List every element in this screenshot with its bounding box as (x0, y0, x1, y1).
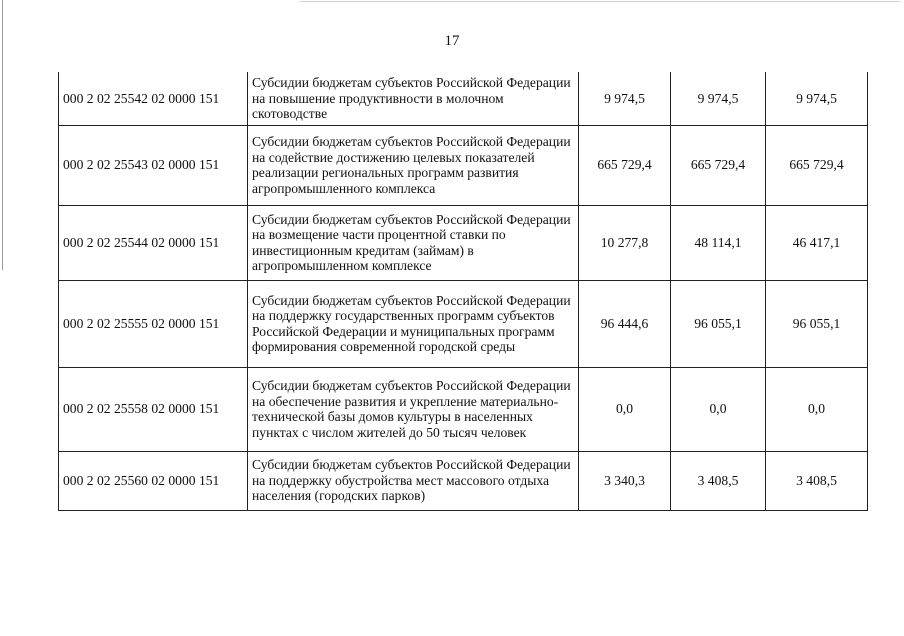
table-row (59, 367, 868, 451)
budget-code-cell: 000 2 02 25558 02 0000 151 (59, 367, 248, 451)
amount-cell-3: 9 974,5 (766, 72, 868, 125)
amount-cell-1: 96 444,6 (579, 280, 671, 367)
amount-cell-2: 0,0 (671, 367, 766, 451)
budget-code-cell: 000 2 02 25544 02 0000 151 (59, 205, 248, 280)
table-row (59, 451, 868, 510)
description-cell: Субсидии бюджетам субъектов Российской Федерации на возмещение части процентной ставки по инвестиционным кредитам (займам) в агропромышленном комплексе (248, 205, 579, 280)
budget-code-cell: 000 2 02 25555 02 0000 151 (59, 280, 248, 367)
table-row (59, 72, 868, 125)
budget-code-cell: 000 2 02 25543 02 0000 151 (59, 125, 248, 205)
amount-cell-2: 96 055,1 (671, 280, 766, 367)
page-scan-edge-top (300, 1, 900, 2)
table-row (59, 280, 868, 367)
amount-cell-2: 48 114,1 (671, 205, 766, 280)
table-row (59, 125, 868, 205)
amount-cell-1: 665 729,4 (579, 125, 671, 205)
amount-cell-1: 10 277,8 (579, 205, 671, 280)
amount-cell-1: 3 340,3 (579, 451, 671, 510)
description-cell: Субсидии бюджетам субъектов Российской Федерации на поддержку государственных программ субъектов Российской Федерации и муниципальных программ формирования современной городской среды (248, 280, 579, 367)
budget-code-cell: 000 2 02 25542 02 0000 151 (59, 72, 248, 125)
budget-table (58, 72, 868, 511)
description-cell: Субсидии бюджетам субъектов Российской Федерации на поддержку обустройства мест массового отдыха населения (городских парков) (248, 451, 579, 510)
amount-cell-1: 0,0 (579, 367, 671, 451)
amount-cell-3: 3 408,5 (766, 451, 868, 510)
amount-cell-2: 3 408,5 (671, 451, 766, 510)
amount-cell-2: 665 729,4 (671, 125, 766, 205)
description-cell: Субсидии бюджетам субъектов Российской Федерации на повышение продуктивности в молочном скотоводстве (248, 72, 579, 125)
amount-cell-3: 96 055,1 (766, 280, 868, 367)
description-cell: Субсидии бюджетам субъектов Российской Федерации на обеспечение развития и укрепление материально-технической базы домов культуры в населенных пунктах с числом жителей до 50 тысяч человек (248, 367, 579, 451)
amount-cell-2: 9 974,5 (671, 72, 766, 125)
budget-code-cell: 000 2 02 25560 02 0000 151 (59, 451, 248, 510)
amount-cell-3: 46 417,1 (766, 205, 868, 280)
amount-cell-3: 0,0 (766, 367, 868, 451)
table-row (59, 205, 868, 280)
page-number: 17 (444, 33, 460, 49)
description-cell: Субсидии бюджетам субъектов Российской Федерации на содействие достижению целевых показателей реализации региональных программ развития агропромышленного комплекса (248, 125, 579, 205)
amount-cell-3: 665 729,4 (766, 125, 868, 205)
amount-cell-1: 9 974,5 (579, 72, 671, 125)
